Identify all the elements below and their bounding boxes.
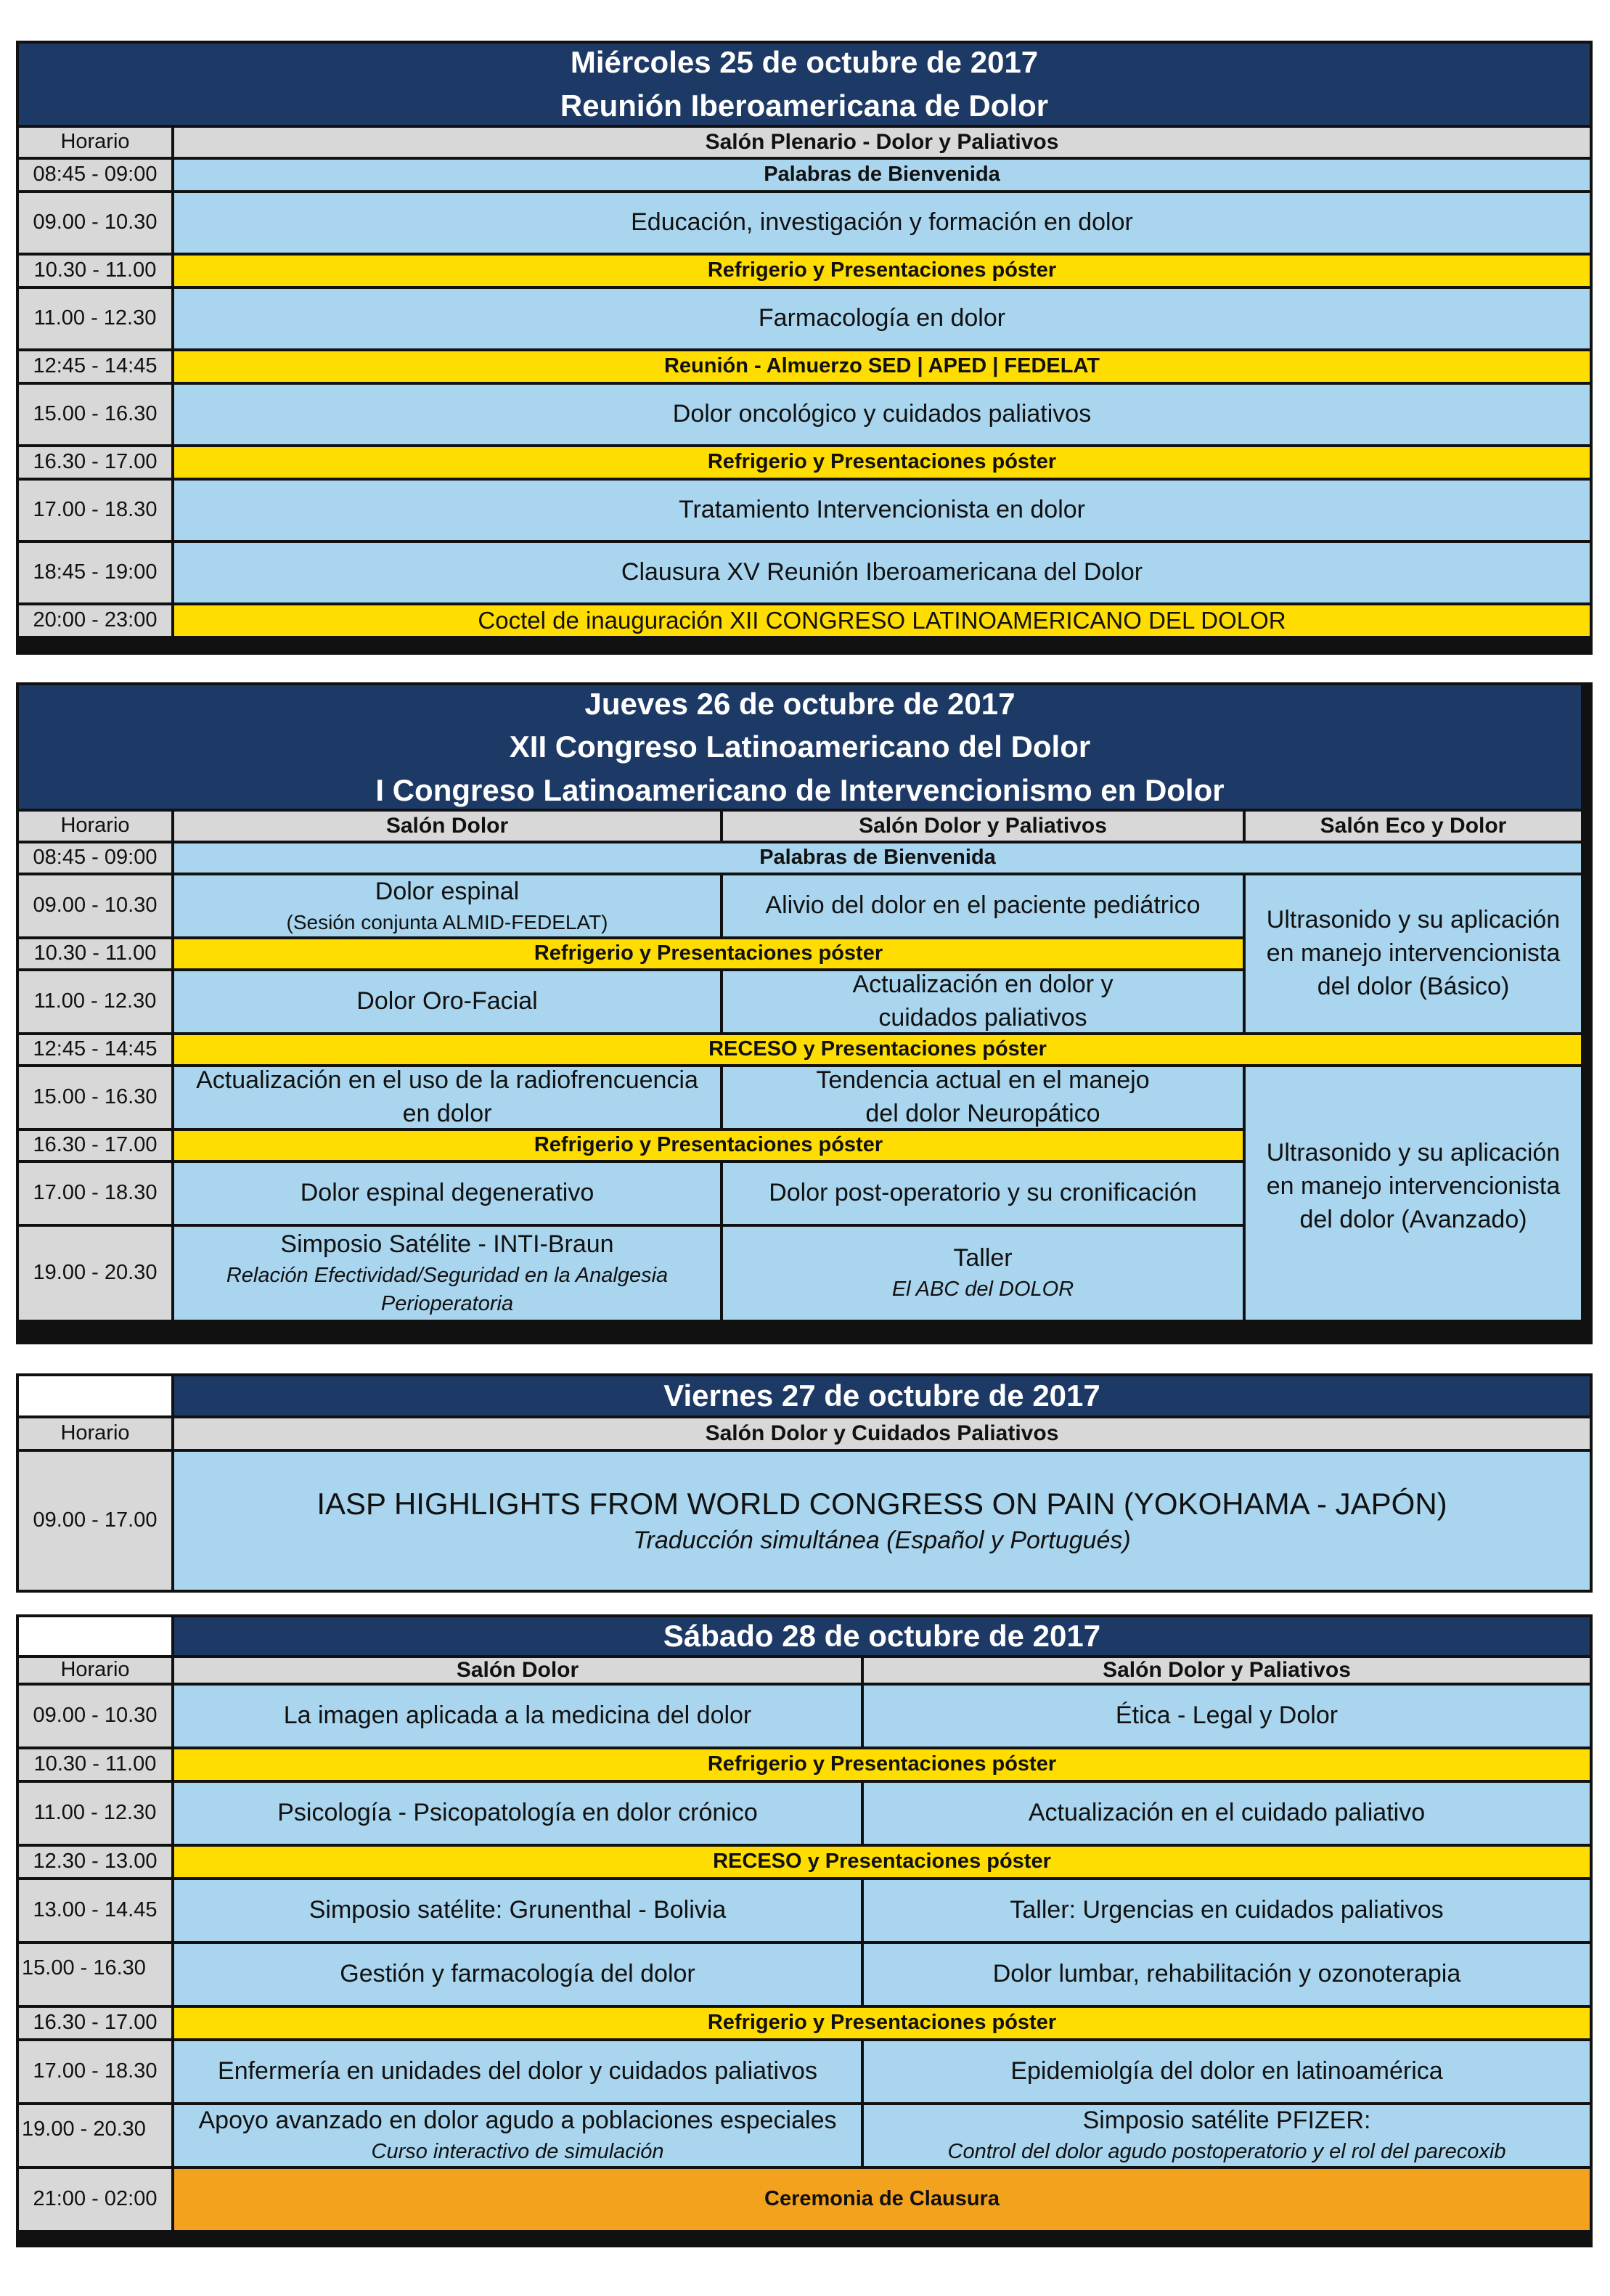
session: Coctel de inauguración XII CONGRESO LATINOAMERICANO DEL DOLOR xyxy=(174,605,1590,636)
schedule-wednesday xyxy=(16,41,1593,655)
time-slot: 11.00 - 12.30 xyxy=(19,971,171,1032)
time-slot: 12:45 - 14:45 xyxy=(19,1035,171,1064)
session: Educación, investigación y formación en dolor xyxy=(174,193,1590,253)
session: Taller: Urgencias en cuidados paliativos xyxy=(864,1880,1590,1941)
session-title: Taller xyxy=(953,1244,1013,1272)
session-line: en manejo intervencionista xyxy=(1266,939,1561,968)
day-header xyxy=(19,685,1581,809)
time-slot: 18:45 - 19:00 xyxy=(19,543,171,602)
header-spacer xyxy=(19,1617,171,1655)
session-line: Ultrasonido y su aplicación xyxy=(1266,906,1561,934)
col-header-time: Horario xyxy=(19,812,171,841)
session: Dolor post-operatorio y su cronificación xyxy=(723,1163,1243,1224)
time-slot: 09.00 - 10.30 xyxy=(19,875,171,936)
closing-ceremony: Ceremonia de Clausura xyxy=(174,2169,1590,2230)
time-slot: 16.30 - 17.00 xyxy=(19,2008,171,2038)
day-title: Miércoles 25 de octubre de 2017 xyxy=(570,45,1039,80)
session-line: en manejo intervencionista xyxy=(1266,1172,1561,1200)
session-title: Simposio satélite PFIZER: xyxy=(1082,2107,1371,2135)
time-slot: 15.00 - 16.30 xyxy=(19,385,171,444)
time-slot: 12:45 - 14:45 xyxy=(19,351,171,382)
break-session: Reunión - Almuerzo SED | APED | FEDELAT xyxy=(174,351,1590,382)
session xyxy=(723,1067,1243,1128)
day-title: Jueves 26 de octubre de 2017 xyxy=(584,686,1016,721)
time-slot: 21:00 - 02:00 xyxy=(19,2169,171,2230)
time-slot: 11.00 - 12.30 xyxy=(19,1783,171,1844)
time-slot: 10.30 - 11.00 xyxy=(19,256,171,286)
time-slot: 08:45 - 09:00 xyxy=(19,160,171,190)
session: Farmacología en dolor xyxy=(174,289,1590,348)
session-note: Curso interactivo de simulación xyxy=(371,2140,664,2164)
session-line: del dolor (Avanzado) xyxy=(1299,1205,1527,1233)
session xyxy=(174,1227,720,1320)
break-session: Refrigerio y Presentaciones póster xyxy=(174,447,1590,478)
session xyxy=(723,1227,1243,1320)
session-line: Actualización en dolor y xyxy=(852,971,1113,999)
session-note: Perioperatoria xyxy=(380,1291,514,1315)
session: Enfermería en unidades del dolor y cuidados paliativos xyxy=(174,2041,861,2102)
session xyxy=(174,1452,1590,1590)
time-slot: 13.00 - 14.45 xyxy=(19,1880,171,1941)
session: Actualización en el cuidado paliativo xyxy=(864,1783,1590,1844)
session: Alivio del dolor en el paciente pediátrico xyxy=(723,875,1243,936)
break-session: Refrigerio y Presentaciones póster xyxy=(174,2008,1590,2038)
session xyxy=(174,2105,861,2166)
time-slot: 17.00 - 18.30 xyxy=(19,481,171,540)
day-subtitle: I Congreso Latinoamericano de Intervencionismo en Dolor xyxy=(375,772,1225,807)
session-eco-basic xyxy=(1246,875,1581,1032)
session: La imagen aplicada a la medicina del dolor xyxy=(174,1686,861,1746)
session-line: Actualización en el uso de la radiofrencuencia xyxy=(196,1066,698,1095)
time-slot: 09.00 - 10.30 xyxy=(19,193,171,253)
time-slot: 17.00 - 18.30 xyxy=(19,1163,171,1224)
session-eco-advanced xyxy=(1246,1067,1581,1320)
break-session: Refrigerio y Presentaciones póster xyxy=(174,1749,1590,1780)
day-title: Viernes 27 de octubre de 2017 xyxy=(174,1376,1590,1415)
time-slot: 12.30 - 13.00 xyxy=(19,1847,171,1877)
time-slot: 11.00 - 12.30 xyxy=(19,289,171,348)
session-note: Traducción simultánea (Español y Portugués) xyxy=(633,1527,1131,1555)
time-slot: 15.00 - 16.30 xyxy=(19,1944,171,2005)
schedule-thursday xyxy=(16,682,1593,1344)
session-note: Relación Efectividad/Seguridad en la Analgesia xyxy=(226,1263,669,1287)
break-session: Refrigerio y Presentaciones póster xyxy=(174,939,1243,968)
col-header-room: Salón Dolor y Paliativos xyxy=(864,1658,1590,1683)
session xyxy=(723,971,1243,1032)
session: Dolor Oro-Facial xyxy=(174,971,720,1032)
day-title: Sábado 28 de octubre de 2017 xyxy=(174,1617,1590,1655)
session-line: del dolor (Básico) xyxy=(1317,972,1510,1000)
session: Dolor espinal degenerativo xyxy=(174,1163,720,1224)
col-header-room: Salón Dolor y Paliativos xyxy=(723,812,1243,841)
break-session: Refrigerio y Presentaciones póster xyxy=(174,256,1590,286)
day-subtitle: XII Congreso Latinoamericano del Dolor xyxy=(509,730,1091,764)
session: Clausura XV Reunión Iberoamericana del Dolor xyxy=(174,543,1590,602)
session-title: Apoyo avanzado en dolor agudo a poblaciones especiales xyxy=(198,2107,837,2135)
session: Dolor lumbar, rehabilitación y ozonoterapia xyxy=(864,1944,1590,2005)
schedule-friday xyxy=(16,1373,1593,1593)
schedule-saturday xyxy=(16,1614,1593,2247)
session-line: cuidados paliativos xyxy=(878,1004,1087,1031)
session-note: El ABC del DOLOR xyxy=(891,1278,1074,1302)
session-line: Tendencia actual en el manejo xyxy=(816,1066,1150,1095)
session xyxy=(174,1067,720,1128)
day-header xyxy=(19,44,1590,125)
time-slot: 08:45 - 09:00 xyxy=(19,843,171,873)
break-session: RECESO y Presentaciones póster xyxy=(174,1035,1581,1064)
col-header-time: Horario xyxy=(19,1418,171,1449)
session: Psicología - Psicopatología en dolor crónico xyxy=(174,1783,861,1844)
col-header-room: Salón Dolor y Cuidados Paliativos xyxy=(174,1418,1590,1449)
session xyxy=(864,2105,1590,2166)
time-slot: 10.30 - 11.00 xyxy=(19,1749,171,1780)
day-subtitle: Reunión Iberoamericana de Dolor xyxy=(560,89,1049,123)
session-title: IASP HIGHLIGHTS FROM WORLD CONGRESS ON PAIN (YOKOHAMA - JAPÓN) xyxy=(316,1486,1447,1521)
header-spacer xyxy=(19,1376,171,1415)
col-header-room: Salón Plenario - Dolor y Paliativos xyxy=(174,128,1590,157)
session-note: Control del dolor agudo postoperatorio y el rol del parecoxib xyxy=(947,2140,1506,2164)
session: Simposio satélite: Grunenthal - Bolivia xyxy=(174,1880,861,1941)
col-header-room: Salón Dolor xyxy=(174,812,720,841)
col-header-time: Horario xyxy=(19,1658,171,1683)
session xyxy=(174,875,720,936)
session: Palabras de Bienvenida xyxy=(174,843,1581,873)
session: Palabras de Bienvenida xyxy=(174,160,1590,190)
session-title: Dolor espinal xyxy=(375,878,520,906)
time-slot: 16.30 - 17.00 xyxy=(19,1131,171,1160)
session-line: Ultrasonido y su aplicación xyxy=(1266,1139,1561,1167)
time-slot: 19.00 - 20.30 xyxy=(19,1227,171,1320)
time-slot: 19.00 - 20.30 xyxy=(19,2105,171,2166)
session-note: (Sesión conjunta ALMID-FEDELAT) xyxy=(286,911,608,934)
session: Ética - Legal y Dolor xyxy=(864,1686,1590,1746)
col-header-room: Salón Dolor xyxy=(174,1658,861,1683)
col-header-time: Horario xyxy=(19,128,171,157)
session-line: del dolor Neuropático xyxy=(865,1100,1100,1127)
session-title: Simposio Satélite - INTI-Braun xyxy=(280,1230,614,1258)
break-session: RECESO y Presentaciones póster xyxy=(174,1847,1590,1877)
time-slot: 09.00 - 17.00 xyxy=(19,1452,171,1590)
time-slot: 20:00 - 23:00 xyxy=(19,605,171,636)
session: Tratamiento Intervencionista en dolor xyxy=(174,481,1590,540)
time-slot: 10.30 - 11.00 xyxy=(19,939,171,968)
session-line: en dolor xyxy=(402,1100,492,1127)
time-slot: 09.00 - 10.30 xyxy=(19,1686,171,1746)
session: Epidemiolgía del dolor en latinoamérica xyxy=(864,2041,1590,2102)
session: Dolor oncológico y cuidados paliativos xyxy=(174,385,1590,444)
time-slot: 17.00 - 18.30 xyxy=(19,2041,171,2102)
session: Gestión y farmacología del dolor xyxy=(174,1944,861,2005)
time-slot: 15.00 - 16.30 xyxy=(19,1067,171,1128)
break-session: Refrigerio y Presentaciones póster xyxy=(174,1131,1243,1160)
col-header-room: Salón Eco y Dolor xyxy=(1246,812,1581,841)
time-slot: 16.30 - 17.00 xyxy=(19,447,171,478)
